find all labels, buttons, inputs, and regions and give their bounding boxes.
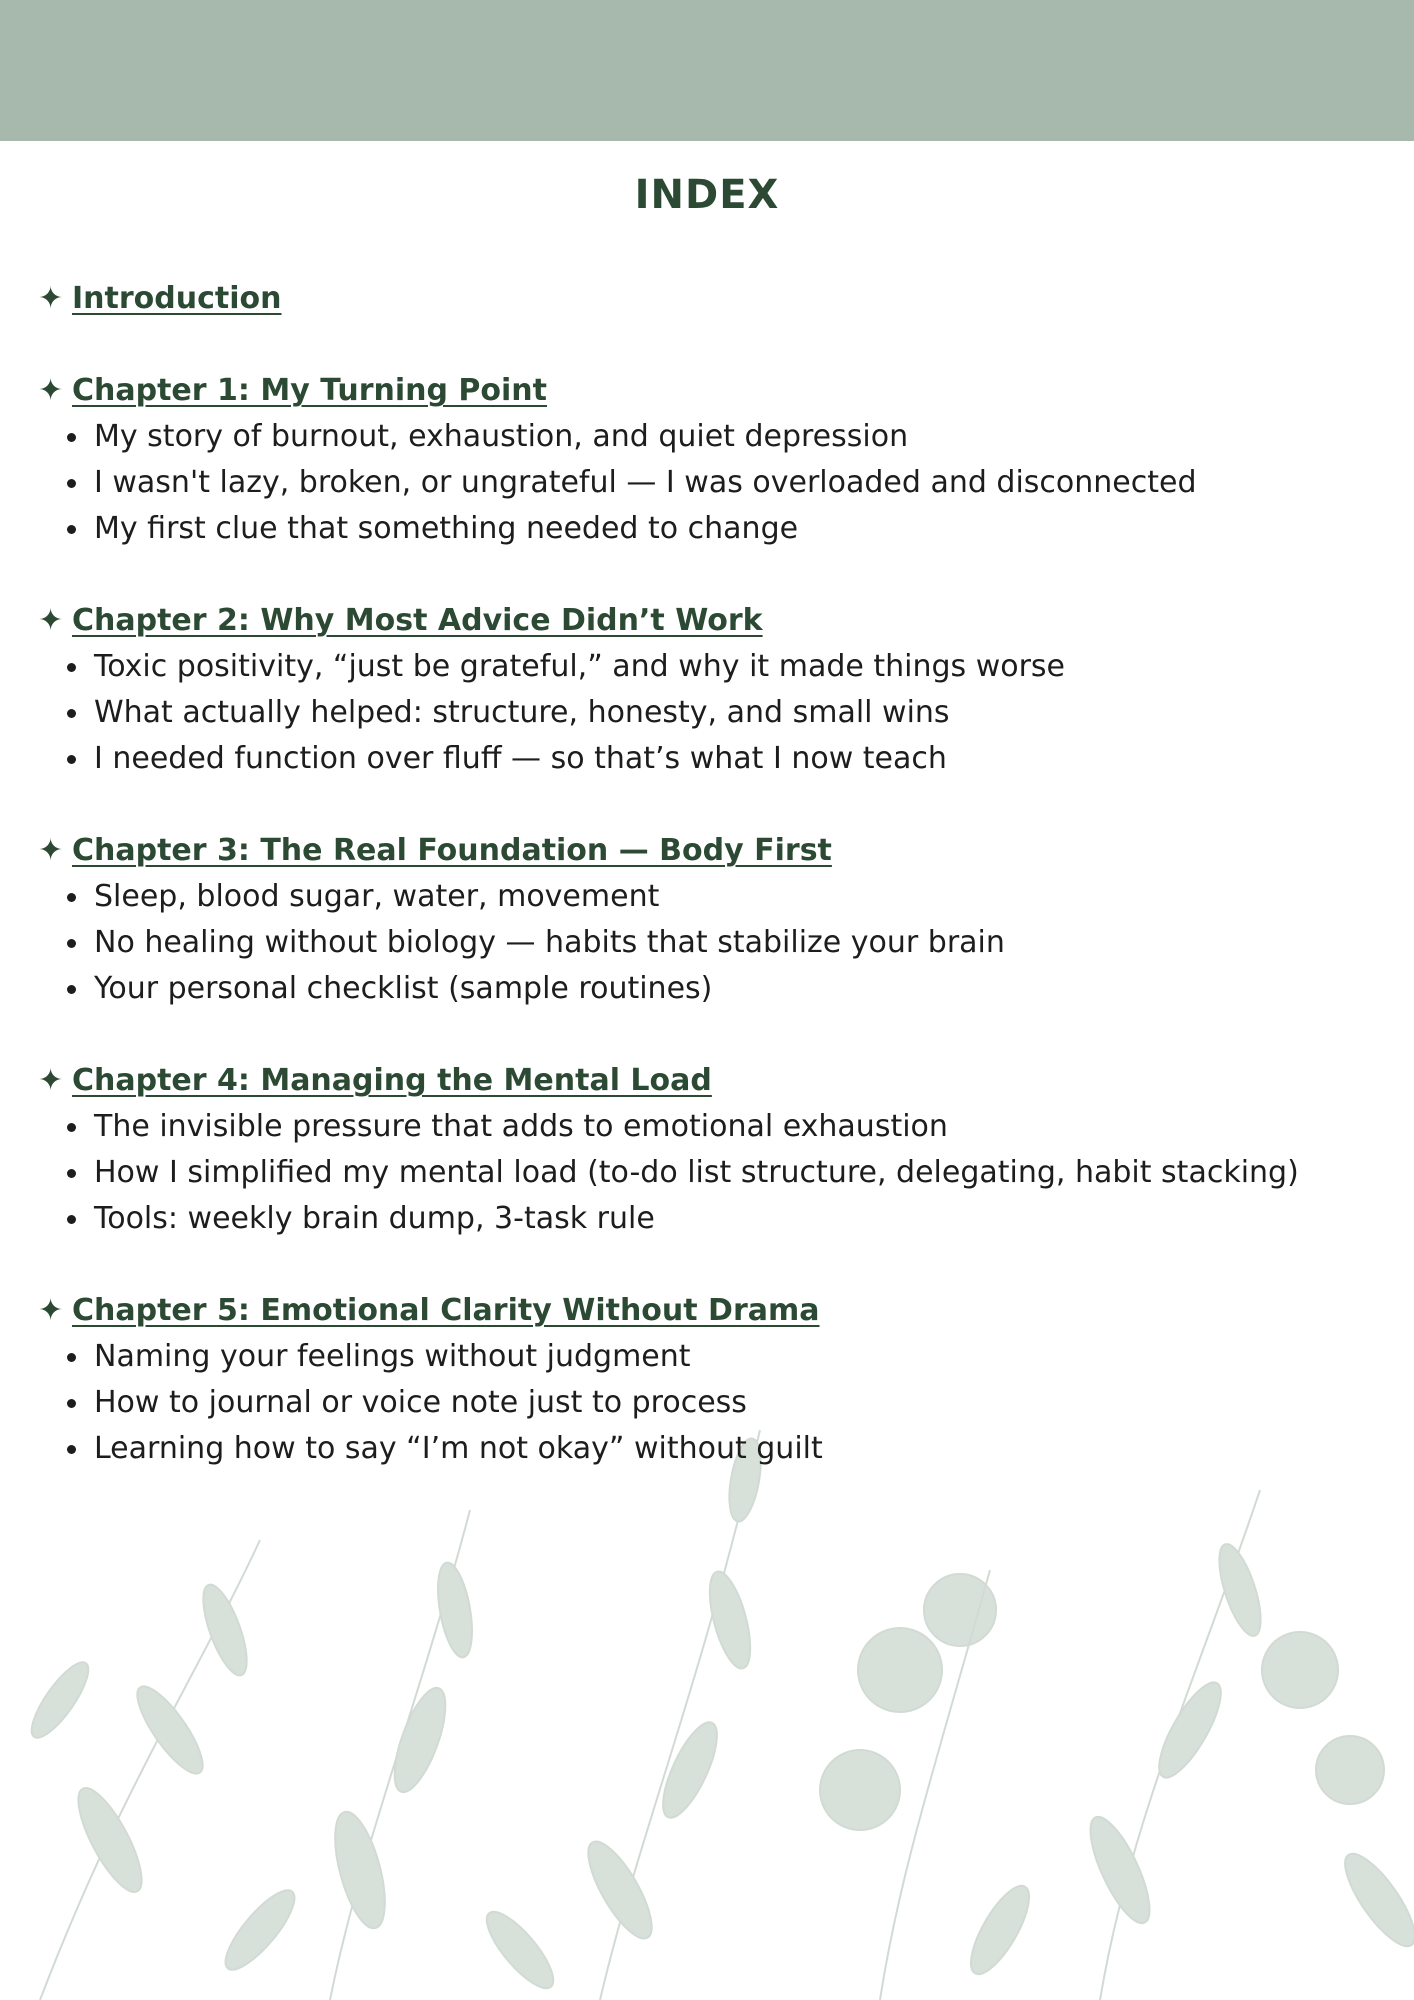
section-chapter-4 xyxy=(38,1058,1398,1242)
list-item: How I simplified my mental load (to-do list structure, delegating, habit stacking) xyxy=(94,1150,1398,1196)
page-title: INDEX xyxy=(634,172,780,218)
section-heading-chapter-2[interactable] xyxy=(38,598,763,644)
sparkle-icon: ✦ xyxy=(38,281,64,316)
section-heading-label: Chapter 5: Emotional Clarity Without Drama xyxy=(72,1293,820,1328)
list-item: How to journal or voice note just to process xyxy=(94,1380,1398,1426)
list-item: I wasn't lazy, broken, or ungrateful — I was overloaded and disconnected xyxy=(94,460,1398,506)
bullet-list xyxy=(38,1334,1398,1472)
sparkle-icon: ✦ xyxy=(38,1293,64,1328)
bullet-list xyxy=(38,1104,1398,1242)
section-heading-label: Chapter 2: Why Most Advice Didn’t Work xyxy=(72,603,763,638)
list-item: Sleep, blood sugar, water, movement xyxy=(94,874,1398,920)
section-heading-label: Chapter 1: My Turning Point xyxy=(72,373,548,408)
table-of-contents xyxy=(38,276,1398,1518)
list-item: Your personal checklist (sample routines) xyxy=(94,966,1398,1012)
list-item: The invisible pressure that adds to emotional exhaustion xyxy=(94,1104,1398,1150)
list-item: Naming your feelings without judgment xyxy=(94,1334,1398,1380)
sparkle-icon: ✦ xyxy=(38,373,64,408)
section-introduction xyxy=(38,276,1398,322)
list-item: Learning how to say “I’m not okay” without guilt xyxy=(94,1426,1398,1472)
section-chapter-1 xyxy=(38,368,1398,552)
section-heading-label: Introduction xyxy=(72,281,282,316)
list-item: Toxic positivity, “just be grateful,” and why it made things worse xyxy=(94,644,1398,690)
list-item: Tools: weekly brain dump, 3-task rule xyxy=(94,1196,1398,1242)
list-item: I needed function over fluff — so that’s what I now teach xyxy=(94,736,1398,782)
bullet-list xyxy=(38,644,1398,782)
section-heading-chapter-5[interactable] xyxy=(38,1288,820,1334)
list-item: My story of burnout, exhaustion, and quiet depression xyxy=(94,414,1398,460)
section-heading-chapter-1[interactable] xyxy=(38,368,547,414)
section-heading-chapter-3[interactable] xyxy=(38,828,832,874)
section-chapter-3 xyxy=(38,828,1398,1012)
section-heading-label: Chapter 3: The Real Foundation — Body First xyxy=(72,833,832,868)
section-heading-label: Chapter 4: Managing the Mental Load xyxy=(72,1063,712,1098)
list-item: No healing without biology — habits that stabilize your brain xyxy=(94,920,1398,966)
list-item: My first clue that something needed to change xyxy=(94,506,1398,552)
section-chapter-5 xyxy=(38,1288,1398,1472)
list-item: What actually helped: structure, honesty, and small wins xyxy=(94,690,1398,736)
bullet-list xyxy=(38,414,1398,552)
section-chapter-2 xyxy=(38,598,1398,782)
section-heading-introduction[interactable] xyxy=(38,276,281,322)
header-band xyxy=(0,0,1414,141)
sparkle-icon: ✦ xyxy=(38,1063,64,1098)
bullet-list xyxy=(38,874,1398,1012)
sparkle-icon: ✦ xyxy=(38,833,64,868)
section-heading-chapter-4[interactable] xyxy=(38,1058,712,1104)
sparkle-icon: ✦ xyxy=(38,603,64,638)
